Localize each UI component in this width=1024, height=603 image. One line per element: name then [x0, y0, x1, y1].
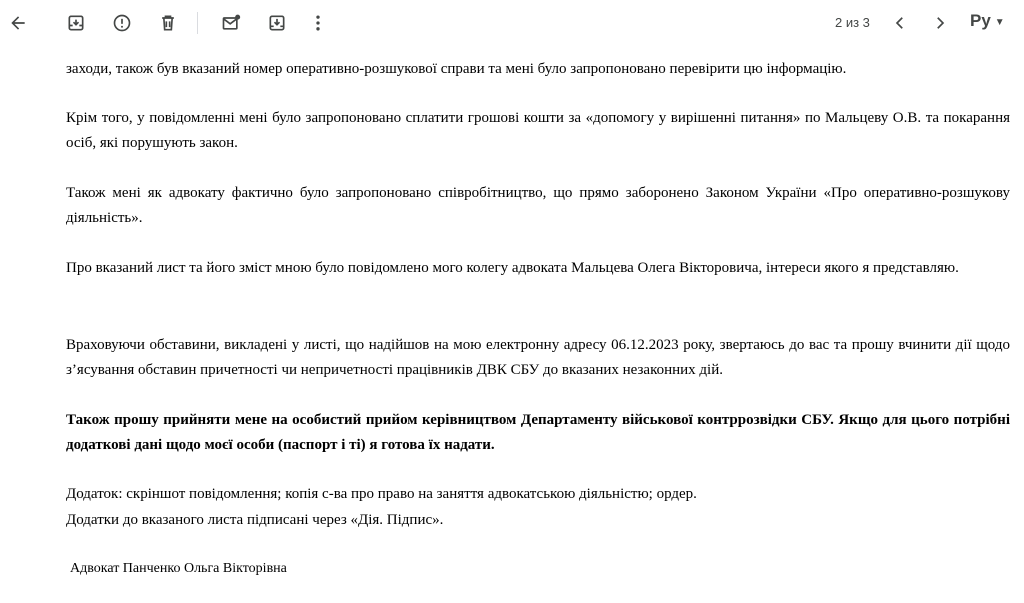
paragraph-3: Також мені як адвокату фактично було запропоновано співробітництво, що прямо заборонено Законом України «Про оперативно-розшукову діяльність». [66, 185, 1010, 226]
paragraph-1: заходи, також був вказаний номер оперативно-розшукової справи та мені було запропоновано перевірити цю інформацію. [66, 61, 847, 77]
paragraph-6-bold: Також прошу прийняти мене на особистий прийом керівництвом Департаменту військової контррозвідки СБУ. Якщо для цього потрібні додаткові дані щодо моєї особи (паспорт і ті) я готова їх надати. [66, 412, 1010, 453]
next-email-button[interactable] [925, 8, 955, 38]
archive-button[interactable] [61, 8, 91, 38]
next-chevron-icon [931, 14, 949, 32]
email-toolbar [0, 0, 1024, 46]
back-button[interactable] [3, 8, 33, 38]
prev-chevron-icon [891, 14, 909, 32]
move-to-icon [267, 13, 287, 33]
attachments-line-1: Додаток: скріншот повідомлення; копія с-ва про право на заняття адвокатською діяльністю; ордер. [66, 486, 697, 502]
back-arrow-icon [8, 13, 28, 33]
report-spam-icon [112, 13, 132, 33]
paragraph-2: Крім того, у повідомленні мені було запропоновано сплатити грошові кошти за «допомогу у вирішенні питання» по Мальцеву О.В. та покарання осіб, які порушують закон. [66, 110, 1010, 151]
language-selector[interactable] [970, 11, 1005, 31]
delete-button[interactable] [153, 8, 183, 38]
report-spam-button[interactable] [107, 8, 137, 38]
caret-down-icon: ▼ [994, 16, 1005, 28]
attachments-line-2: Додатки до вказаного листа підписані через «Дія. Підпис». [66, 512, 444, 528]
more-vert-icon [308, 13, 328, 33]
paragraph-4: Про вказаний лист та його зміст мною було повідомлено мого колегу адвоката Мальцева Олега Вікторовича, інтереси якого я представляю. [66, 260, 959, 276]
paragraph-5: Враховуючи обставини, викладені у листі, що надійшов на мою електронну адресу 06.12.2023 року, звертаюсь до вас та прошу вчинити дії щодо з’ясування обставин причетності чи непричетності працівників ДВК СБУ до вказаних незаконних дій. [66, 337, 1010, 378]
signature: Адвокат Панченко Ольга Вікторівна [70, 561, 287, 576]
delete-icon [158, 13, 178, 33]
toolbar-divider [197, 12, 198, 34]
language-label: Ру [970, 11, 991, 30]
move-to-button[interactable] [262, 8, 292, 38]
mark-unread-button[interactable] [216, 8, 246, 38]
mark-unread-icon [221, 13, 241, 33]
pager-text: 2 из 3 [835, 15, 870, 30]
archive-icon [66, 13, 86, 33]
more-options-button[interactable] [303, 8, 333, 38]
prev-email-button[interactable] [885, 8, 915, 38]
